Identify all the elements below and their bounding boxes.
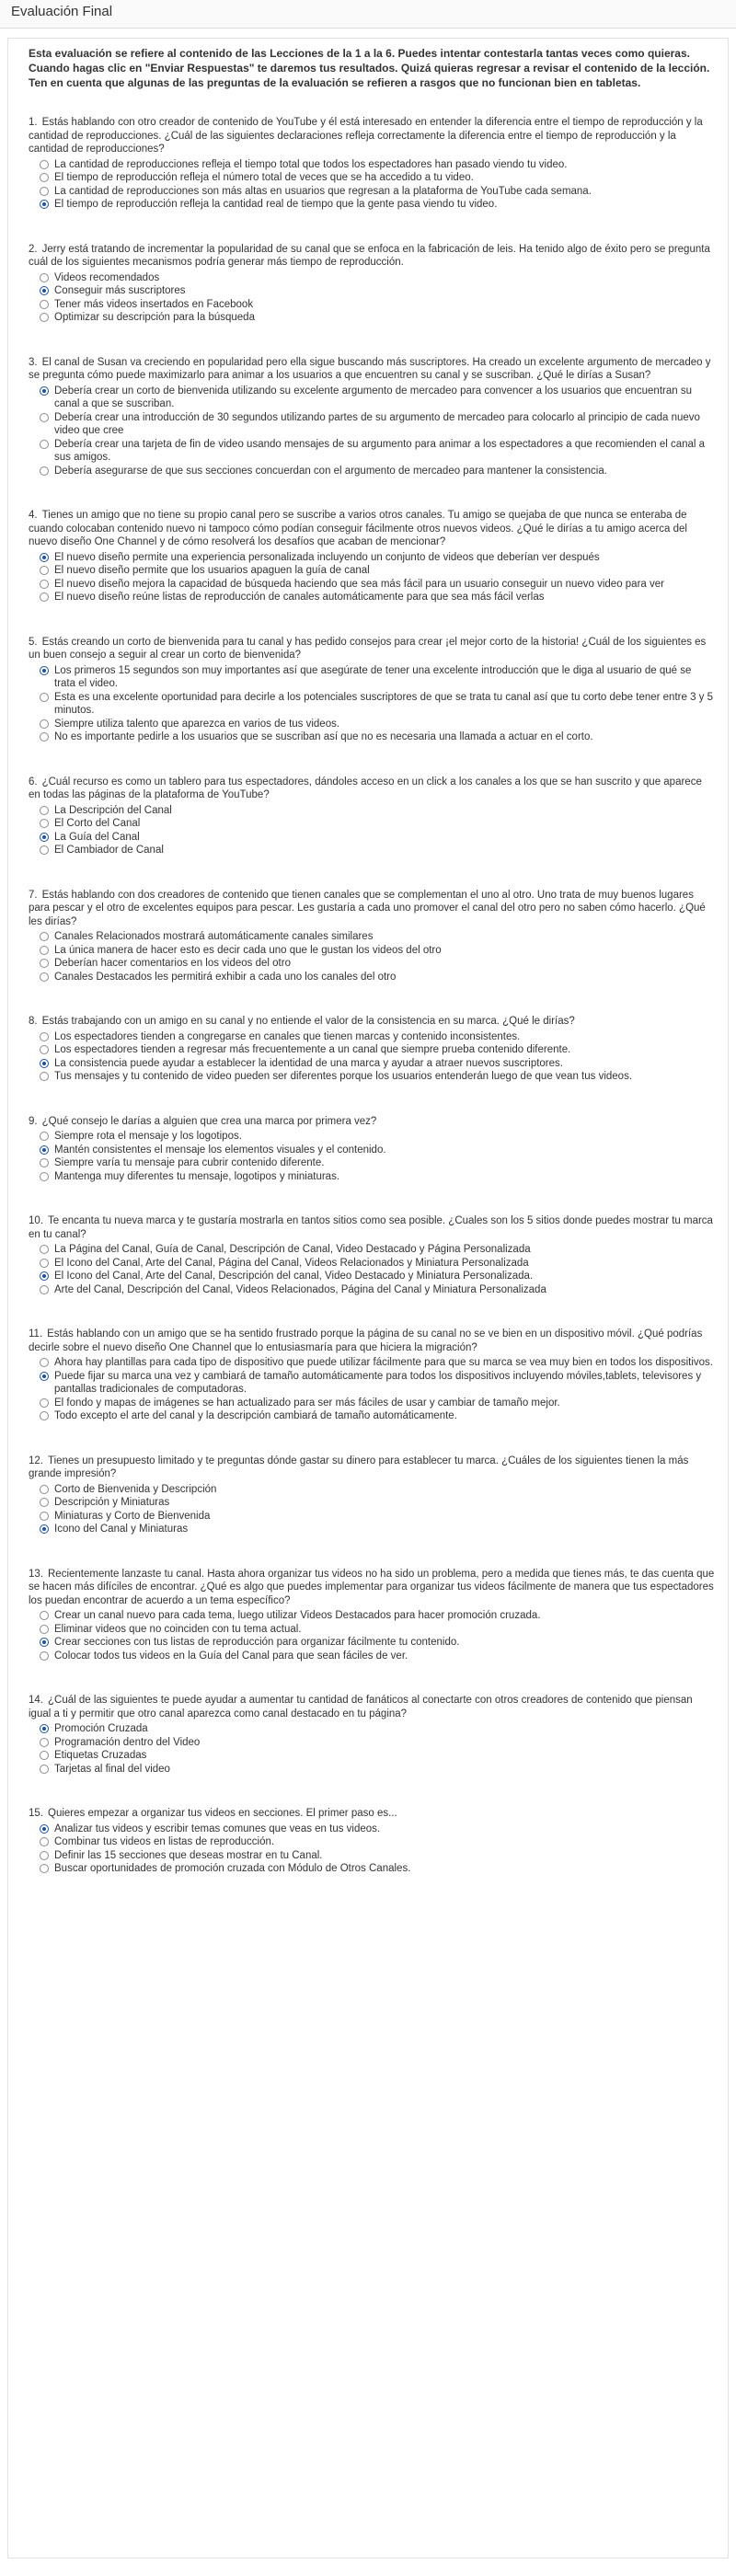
question-block xyxy=(29,356,715,478)
answer-label[interactable]: El nuevo diseño permite que los usuarios apaguen la guía de canal xyxy=(54,565,370,576)
answer-option[interactable] xyxy=(40,1650,715,1663)
answer-label[interactable]: Puede fijar su marca una vez y cambiará de tamaño automáticamente para todos los dispositivos incluyendo móviles,tablets, televisores y pantallas tradicionales de computadoras. xyxy=(54,1370,702,1395)
answer-options xyxy=(29,664,715,744)
answer-label[interactable]: Arte del Canal, Descripción del Canal, Videos Relacionados, Página del Canal y Miniatura Personalizada xyxy=(54,1283,546,1295)
question-prompt: El canal de Susan va creciendo en popularidad pero ella sigue buscando más suscriptores. Ha creado un excelente argumento de mercadeo y se pregunta cómo puede maximizarlo para animar a los usuarios a que encuentren su canal y se suscriban. ¿Qué le dirías a Susan? xyxy=(29,356,711,381)
answer-option[interactable] xyxy=(40,158,715,172)
radio-icon[interactable] xyxy=(40,1851,49,1860)
answer-label[interactable]: Canales Relacionados mostrará automáticamente canales similares xyxy=(54,931,374,942)
question-number: 4. xyxy=(29,510,38,521)
answer-option[interactable] xyxy=(40,957,715,971)
answer-label[interactable]: Los espectadores tienden a congregarse en canales que tienen marcas y contenido inconsistentes. xyxy=(54,1030,521,1042)
question-block xyxy=(29,116,715,212)
question-prompt: ¿Cuál recurso es como un tablero para tus espectadores, dándoles acceso en un click a los canales a los que se han suscrito y que aparece en todas las páginas de la plataforma de YouTube? xyxy=(29,776,702,800)
answer-label[interactable]: Miniaturas y Corto de Bienvenida xyxy=(54,1510,211,1522)
question-block xyxy=(29,1328,715,1423)
answer-options xyxy=(29,551,715,604)
answer-label[interactable]: Icono del Canal y Miniaturas xyxy=(54,1524,189,1535)
answer-label[interactable]: Combinar tus videos en listas de reproducción. xyxy=(54,1836,275,1847)
question-prompt: Tienes un presupuesto limitado y te preguntas dónde gastar su dinero para establecer tu marca. ¿Cuáles de los siguientes tienen la más grande impresión? xyxy=(29,1455,689,1479)
answer-option[interactable] xyxy=(40,930,715,944)
answer-label[interactable]: El Corto del Canal xyxy=(54,818,141,829)
answer-label[interactable]: Promoción Cruzada xyxy=(54,1723,148,1734)
radio-icon[interactable] xyxy=(40,187,49,196)
answer-options xyxy=(29,158,715,212)
answer-option[interactable] xyxy=(40,311,715,325)
answer-label[interactable]: Programación dentro del Video xyxy=(54,1736,201,1748)
answer-label[interactable]: Todo excepto el arte del canal y la descripción cambiará de tamaño automáticamente. xyxy=(54,1410,457,1421)
question-block xyxy=(29,509,715,604)
answer-option[interactable] xyxy=(40,1397,715,1410)
answer-option[interactable] xyxy=(40,1763,715,1777)
answer-option[interactable] xyxy=(40,1409,715,1423)
answer-options xyxy=(29,1483,715,1536)
answer-label[interactable]: Definir las 15 secciones que deseas mostrar en tu Canal. xyxy=(54,1849,323,1861)
answer-label[interactable]: Siempre varía tu mensaje para cubrir contenido diferente. xyxy=(54,1157,325,1168)
question-prompt: Tienes un amigo que no tiene su propio canal pero se suscribe a varios otros canales. Tu amigo se quejaba de que nunca se enteraba de cuando colocaban contenido nuevo ni tampoco cómo podían conseguir fácilmente otros nuevos videos. ¿Qué le dirías a tu amigo acerca del nuevo diseño One Channel y de cómo resolverá los desafíos que acaban de mencionar? xyxy=(29,510,687,547)
question-number: 5. xyxy=(29,636,38,648)
answer-option[interactable] xyxy=(40,411,715,438)
answer-label[interactable]: Esta es una excelente oportunidad para decirle a los potenciales suscriptores de que se trata tu canal así que tu corto debe tener entre 3 y 5 minutos. xyxy=(54,691,714,716)
radio-icon[interactable] xyxy=(40,273,49,282)
radio-icon[interactable] xyxy=(40,313,49,322)
question-text xyxy=(29,636,715,662)
answer-option[interactable] xyxy=(40,1749,715,1763)
question-block xyxy=(29,1455,715,1536)
answer-options xyxy=(29,1356,715,1423)
answer-option[interactable] xyxy=(40,1722,715,1736)
answer-label[interactable]: Tus mensajes y tu contenido de video pueden ser diferentes porque los usuarios entenderán luego de que vean tus videos. xyxy=(54,1071,633,1082)
answer-option[interactable] xyxy=(40,564,715,578)
radio-selected-icon[interactable] xyxy=(40,286,49,295)
radio-icon[interactable] xyxy=(40,959,49,968)
answer-label[interactable]: Debería crear un corto de bienvenida utilizando su excelente argumento de mercadeo para convencer a los usuarios que encuentran su canal a que se suscriban. xyxy=(54,385,692,409)
answer-label[interactable]: El Icono del Canal, Arte del Canal, Descripción del canal, Video Destacado y Miniatura Personalizada. xyxy=(54,1271,534,1282)
radio-selected-icon[interactable] xyxy=(40,386,49,396)
radio-selected-icon[interactable] xyxy=(40,1059,49,1068)
answer-label[interactable]: Debería crear una tarjeta de fin de video usando mensajes de su argumento para animar a los espectadores a que recomienden el canal a sus amigos. xyxy=(54,438,706,463)
radio-icon[interactable] xyxy=(40,719,49,729)
answer-label[interactable]: Deberían hacer comentarios en los videos del otro xyxy=(54,958,291,969)
answer-options xyxy=(29,1609,715,1662)
question-prompt: Estás creando un corto de bienvenida para tu canal y has pedido consejos para crear ¡el mejor corto de la historia! ¿Cuál de los siguientes es un buen consejo a seguir al crear un corto de bienvenida? xyxy=(29,636,707,661)
radio-icon[interactable] xyxy=(40,1738,49,1747)
question-block xyxy=(29,776,715,857)
answer-option[interactable] xyxy=(40,804,715,818)
radio-icon[interactable] xyxy=(40,819,49,828)
answer-option[interactable] xyxy=(40,1144,715,1157)
answer-label[interactable]: Eliminar videos que no coinciden con tu tema actual. xyxy=(54,1623,302,1635)
answer-label[interactable]: Optimizar su descripción para la búsqueda xyxy=(54,312,255,323)
answer-label[interactable]: Los primeros 15 segundos son muy importantes así que asegúrate de tener una excelente introducción que le diga al usuario de qué se trata el video. xyxy=(54,664,692,689)
answer-option[interactable] xyxy=(40,1257,715,1271)
question-text xyxy=(29,1568,715,1608)
question-number: 1. xyxy=(29,117,38,128)
answer-option[interactable] xyxy=(40,971,715,984)
question-prompt: Quieres empezar a organizar tus videos en secciones. El primer paso es... xyxy=(48,1808,397,1819)
answer-option[interactable] xyxy=(40,1823,715,1836)
answer-label[interactable]: Etiquetas Cruzadas xyxy=(54,1750,147,1761)
answer-option[interactable] xyxy=(40,1496,715,1510)
question-number: 12. xyxy=(29,1455,43,1466)
answer-label[interactable]: Los espectadores tienden a regresar más frecuentemente a un canal que siempre prueba contenido diferente. xyxy=(54,1044,571,1055)
radio-icon[interactable] xyxy=(40,1498,49,1507)
question-block xyxy=(29,1807,715,1876)
question-prompt: ¿Cuál de las siguientes te puede ayudar a aumentar tu cantidad de fanáticos al conectarte con otros creadores de contenido que piensan igual a ti y permitir que otro canal aparezca como canal destacado en tu página? xyxy=(29,1695,693,1719)
answer-label[interactable]: La Descripción del Canal xyxy=(54,804,172,816)
answer-option[interactable] xyxy=(40,730,715,744)
question-number: 13. xyxy=(29,1568,43,1580)
answer-option[interactable] xyxy=(40,1636,715,1650)
radio-icon[interactable] xyxy=(40,592,49,602)
question-text xyxy=(29,1807,715,1821)
radio-icon[interactable] xyxy=(40,160,49,169)
question-block xyxy=(29,1694,715,1776)
answer-option[interactable] xyxy=(40,551,715,565)
question-prompt: ¿Qué consejo le darías a alguien que crea una marca por primera vez? xyxy=(41,1115,377,1127)
question-number: 9. xyxy=(29,1115,38,1127)
radio-icon[interactable] xyxy=(40,580,49,589)
radio-icon[interactable] xyxy=(40,693,49,702)
answer-label[interactable]: Mantén consistentes el mensaje los elementos visuales y el contenido. xyxy=(54,1144,386,1156)
answer-option[interactable] xyxy=(40,298,715,312)
radio-icon[interactable] xyxy=(40,1411,49,1420)
answer-label[interactable]: El tiempo de reproducción refleja el número total de veces que se ha accedido a tu video. xyxy=(54,172,474,183)
answer-option[interactable] xyxy=(40,664,715,691)
answer-option[interactable] xyxy=(40,1156,715,1170)
answer-option[interactable] xyxy=(40,1510,715,1524)
answer-option[interactable] xyxy=(40,1283,715,1297)
question-text xyxy=(29,116,715,156)
answer-options xyxy=(29,1823,715,1876)
radio-icon[interactable] xyxy=(40,1864,49,1873)
question-number: 2. xyxy=(29,243,38,255)
question-block xyxy=(29,889,715,984)
answer-label[interactable]: Colocar todos tus videos en la Guía del Canal para que sean fáciles de ver. xyxy=(54,1650,408,1662)
answer-option[interactable] xyxy=(40,591,715,604)
radio-icon[interactable] xyxy=(40,1651,49,1661)
answer-label[interactable]: Siempre utiliza talento que aparezca en varios de tus videos. xyxy=(54,718,340,730)
radio-icon[interactable] xyxy=(40,1751,49,1760)
answer-label[interactable]: Ahora hay plantillas para cada tipo de dispositivo que puede utilizar fácilmente para que su marca se vea muy bien en todos los dispositivos. xyxy=(54,1357,713,1368)
radio-icon[interactable] xyxy=(40,1245,49,1254)
answer-label[interactable]: Corto de Bienvenida y Descripción xyxy=(54,1483,217,1495)
answer-option[interactable] xyxy=(40,1835,715,1849)
answer-label[interactable]: Buscar oportunidades de promoción cruzada con Módulo de Otros Canales. xyxy=(54,1863,411,1874)
answer-option[interactable] xyxy=(40,1862,715,1876)
question-prompt: Estás hablando con un amigo que se ha sentido frustrado porque la página de su canal no se ve bien en un dispositivo móvil. ¿Qué podrías decirle sobre el nuevo diseño One Channel que lo entusiasmaría para que hiciera la migración? xyxy=(29,1328,703,1353)
radio-icon[interactable] xyxy=(40,300,49,309)
answer-option[interactable] xyxy=(40,1370,715,1397)
answer-label[interactable]: El Cambiador de Canal xyxy=(54,845,164,856)
radio-selected-icon[interactable] xyxy=(40,1524,49,1534)
answer-label[interactable]: Conseguir más suscriptores xyxy=(54,285,186,296)
question-number: 11. xyxy=(29,1328,43,1340)
radio-icon[interactable] xyxy=(40,1485,49,1494)
radio-icon[interactable] xyxy=(40,1132,49,1141)
answer-label[interactable]: Siempre rota el mensaje y los logotipos. xyxy=(54,1131,242,1142)
answer-label[interactable]: El tiempo de reproducción refleja la cantidad real de tiempo que la gente pasa viendo tu video. xyxy=(54,199,498,210)
answer-options xyxy=(29,1722,715,1776)
radio-selected-icon[interactable] xyxy=(40,200,49,209)
radio-icon[interactable] xyxy=(40,440,49,449)
question-block xyxy=(29,1568,715,1663)
question-block xyxy=(29,243,715,325)
answer-options xyxy=(29,1130,715,1183)
answer-option[interactable] xyxy=(40,284,715,298)
answer-label[interactable]: La Guía del Canal xyxy=(54,831,140,843)
question-text xyxy=(29,889,715,929)
question-number: 14. xyxy=(29,1695,43,1706)
question-prompt: Jerry está tratando de incrementar la popularidad de su canal que se enfoca en la fabricación de leis. Ha tenido algo de éxito pero se pregunta cuál de los siguientes mecanismos podría generar más tiempo de reproducción. xyxy=(29,243,710,268)
answer-option[interactable] xyxy=(40,1623,715,1637)
question-number: 3. xyxy=(29,356,38,368)
answer-label[interactable]: Canales Destacados les permitirá exhibir a cada uno los canales del otro xyxy=(54,971,397,983)
question-block xyxy=(29,636,715,744)
radio-selected-icon[interactable] xyxy=(40,553,49,562)
radio-icon[interactable] xyxy=(40,173,49,182)
page-title: Evaluación Final xyxy=(11,4,113,19)
answer-options xyxy=(29,271,715,325)
radio-selected-icon[interactable] xyxy=(40,1638,49,1647)
answer-options xyxy=(29,930,715,983)
answer-label[interactable]: Descripción y Miniaturas xyxy=(54,1497,170,1508)
radio-icon[interactable] xyxy=(40,1512,49,1521)
answer-option[interactable] xyxy=(40,844,715,857)
question-prompt: Estás hablando con otro creador de contenido de YouTube y él está interesado en entender la diferencia entre el tiempo de reproducción y la cantidad de reproducciones. ¿Cuál de las siguientes declaraciones refleja correctamente la diferencia entre el tiempo de reproducción y la cantidad de reproducciones? xyxy=(29,117,703,155)
answer-option[interactable] xyxy=(40,271,715,285)
answer-option[interactable] xyxy=(40,171,715,185)
question-block xyxy=(29,1214,715,1296)
answer-option[interactable] xyxy=(40,831,715,845)
question-number: 15. xyxy=(29,1808,43,1819)
answer-label[interactable]: Crear secciones con tus listas de reproducción para organizar fácilmente tu contenido. xyxy=(54,1637,460,1648)
answer-option[interactable] xyxy=(40,691,715,718)
question-text xyxy=(29,1214,715,1241)
radio-icon[interactable] xyxy=(40,1611,49,1620)
radio-icon[interactable] xyxy=(40,1259,49,1268)
radio-icon[interactable] xyxy=(40,1032,49,1041)
radio-selected-icon[interactable] xyxy=(40,666,49,675)
radio-icon[interactable] xyxy=(40,566,49,575)
answer-label[interactable]: El nuevo diseño mejora la capacidad de búsqueda haciendo que sea más fácil para un usuario conseguir un nuevo video para ver xyxy=(54,578,664,590)
answer-option[interactable] xyxy=(40,385,715,411)
answer-option[interactable] xyxy=(40,817,715,831)
radio-selected-icon[interactable] xyxy=(40,1271,49,1281)
answer-option[interactable] xyxy=(40,1070,715,1084)
question-text xyxy=(29,1328,715,1354)
question-text xyxy=(29,243,715,270)
radio-icon[interactable] xyxy=(40,1285,49,1294)
radio-icon[interactable] xyxy=(40,845,49,855)
question-number: 6. xyxy=(29,776,38,788)
answer-label[interactable]: Analizar tus videos y escribir temas comunes que veas en tus videos. xyxy=(54,1823,381,1834)
answer-option[interactable] xyxy=(40,1356,715,1370)
question-text xyxy=(29,1455,715,1481)
answer-label[interactable]: La cantidad de reproducciones son más altas en usuarios que regresan a la plataforma de YouTube cada semana. xyxy=(54,185,592,197)
radio-selected-icon[interactable] xyxy=(40,1824,49,1834)
answer-label[interactable]: La consistencia puede ayudar a establecer la identidad de una marca y ayudar a atraer nuevos suscriptores. xyxy=(54,1057,563,1069)
answer-label[interactable]: Tener más videos insertados en Facebook xyxy=(54,298,254,310)
radio-selected-icon[interactable] xyxy=(40,1145,49,1155)
answer-label[interactable]: Mantenga muy diferentes tu mensaje, logotipos y miniaturas. xyxy=(54,1170,340,1182)
radio-icon[interactable] xyxy=(40,1837,49,1846)
question-prompt: Recientemente lanzaste tu canal. Hasta ahora organizar tus videos no ha sido un problema, pero a medida que tienes más, te das cuenta que se hacen más difíciles de encontrar. ¿Qué es algo que puedes implementar para organizar tus videos fácilmente de manera que tus espectadores los puedan encontrar de acuerdo a un tema específico? xyxy=(29,1568,715,1606)
answer-label[interactable]: Debería asegurarse de que sus secciones concuerdan con el argumento de mercadeo para mantener la consistencia. xyxy=(54,465,607,477)
answer-option[interactable] xyxy=(40,1057,715,1071)
question-block xyxy=(29,1015,715,1084)
question-text xyxy=(29,1115,715,1129)
radio-icon[interactable] xyxy=(40,1072,49,1081)
answer-option[interactable] xyxy=(40,1523,715,1536)
answer-option[interactable] xyxy=(40,718,715,731)
answer-label[interactable]: La única manera de hacer esto es decir cada uno que le gustan los videos del otro xyxy=(54,944,442,956)
question-text xyxy=(29,356,715,383)
radio-selected-icon[interactable] xyxy=(40,1372,49,1381)
answer-options xyxy=(29,804,715,857)
answer-label[interactable]: La cantidad de reproducciones refleja el tiempo total que todos los espectadores han pasado viendo tu video. xyxy=(54,158,568,170)
radio-selected-icon[interactable] xyxy=(40,833,49,842)
radio-icon[interactable] xyxy=(40,732,49,742)
answer-option[interactable] xyxy=(40,1030,715,1044)
answer-label[interactable]: El nuevo diseño permite una experiencia personalizada incluyendo un conjunto de videos que deberían ver después xyxy=(54,551,600,563)
answer-option[interactable] xyxy=(40,198,715,212)
radio-icon[interactable] xyxy=(40,1765,49,1774)
question-number: 10. xyxy=(29,1215,43,1226)
answer-label[interactable]: El fondo y mapas de imágenes se han actualizado para ser más fáciles de usar y cambiar de tamaño mejor. xyxy=(54,1397,560,1409)
radio-icon[interactable] xyxy=(40,972,49,982)
question-text xyxy=(29,509,715,549)
answer-label[interactable]: Tarjetas al final del video xyxy=(54,1763,170,1775)
answer-option[interactable] xyxy=(40,1736,715,1750)
answer-option[interactable] xyxy=(40,1483,715,1497)
radio-icon[interactable] xyxy=(40,413,49,422)
answer-label[interactable]: El Icono del Canal, Arte del Canal, Página del Canal, Videos Relacionados y Miniatura Personalizada xyxy=(54,1257,529,1269)
question-list xyxy=(29,116,715,1876)
page-header xyxy=(0,0,736,29)
answer-option[interactable] xyxy=(40,185,715,199)
radio-icon[interactable] xyxy=(40,932,49,941)
answer-option[interactable] xyxy=(40,1170,715,1184)
answer-option[interactable] xyxy=(40,1270,715,1283)
radio-icon[interactable] xyxy=(40,1358,49,1367)
answer-options xyxy=(29,385,715,478)
radio-selected-icon[interactable] xyxy=(40,1724,49,1733)
answer-label[interactable]: La Página del Canal, Guía de Canal, Descripción de Canal, Video Destacado y Página Personalizada xyxy=(54,1244,531,1255)
answer-label[interactable]: No es importante pedirle a los usuarios que se suscriban así que no es necesaria una llamada a actuar en el corto. xyxy=(54,731,593,742)
question-block xyxy=(29,1115,715,1184)
radio-icon[interactable] xyxy=(40,1625,49,1634)
question-prompt: Te encanta tu nueva marca y te gustaría mostrarla en tantos sitios como sea posible. ¿Cuales son los 5 sitios donde puedes mostrar tu marca en tu canal? xyxy=(29,1215,713,1240)
question-text xyxy=(29,1694,715,1720)
question-text xyxy=(29,776,715,802)
answer-option[interactable] xyxy=(40,1849,715,1863)
answer-option[interactable] xyxy=(40,1609,715,1623)
answer-option[interactable] xyxy=(40,1043,715,1057)
radio-icon[interactable] xyxy=(40,1172,49,1181)
quiz-intro: Esta evaluación se refiere al contenido de las Lecciones de la 1 a la 6. Puedes intentar contestarla tantas veces como quieras. Cuando hagas clic en "Enviar Respuestas" te daremos tus resultados. Quizá quieras regresar a revisar el contenido de la lección. Ten en cuenta que algunas de las preguntas de la evaluación se refieren a rasgos que no funcionan bien en tabletas. xyxy=(29,47,710,89)
question-number: 7. xyxy=(29,889,38,901)
radio-icon[interactable] xyxy=(40,1398,49,1408)
radio-icon[interactable] xyxy=(40,1158,49,1167)
answer-options xyxy=(29,1243,715,1296)
answer-option[interactable] xyxy=(40,1130,715,1144)
answer-label[interactable]: Videos recomendados xyxy=(54,271,160,283)
question-text xyxy=(29,1015,715,1029)
question-prompt: Estás hablando con dos creadores de contenido que tienen canales que se complementan el uno al otro. Uno trata de muy buenos lugares para pescar y el otro de excelentes equipos para pescar. Les gustaría a cada uno promover el canal del otro pero no saben cómo hacerlo. ¿Qué les dirías? xyxy=(29,889,706,927)
answer-label[interactable]: Crear un canal nuevo para cada tema, luego utilizar Videos Destacados para hacer promoción cruzada. xyxy=(54,1610,541,1621)
answer-option[interactable] xyxy=(40,438,715,465)
answer-label[interactable]: El nuevo diseño reúne listas de reproducción de canales automáticamente para que sea más fácil verlas xyxy=(54,592,545,603)
answer-label[interactable]: Debería crear una introducción de 30 segundos utilizando partes de su argumento de mercadeo para colocarlo al principio de cada nuevo video que cree xyxy=(54,411,700,436)
answer-option[interactable] xyxy=(40,578,715,592)
answer-option[interactable] xyxy=(40,465,715,478)
radio-icon[interactable] xyxy=(40,946,49,955)
quiz-container xyxy=(7,38,729,2559)
answer-options xyxy=(29,1030,715,1084)
radio-icon[interactable] xyxy=(40,806,49,815)
answer-option[interactable] xyxy=(40,944,715,958)
question-prompt: Estás trabajando con un amigo en su canal y no entiende el valor de la consistencia en su marca. ¿Qué le dirías? xyxy=(41,1016,575,1027)
question-number: 8. xyxy=(29,1016,38,1027)
radio-icon[interactable] xyxy=(40,1045,49,1054)
answer-option[interactable] xyxy=(40,1243,715,1257)
radio-icon[interactable] xyxy=(40,466,49,476)
